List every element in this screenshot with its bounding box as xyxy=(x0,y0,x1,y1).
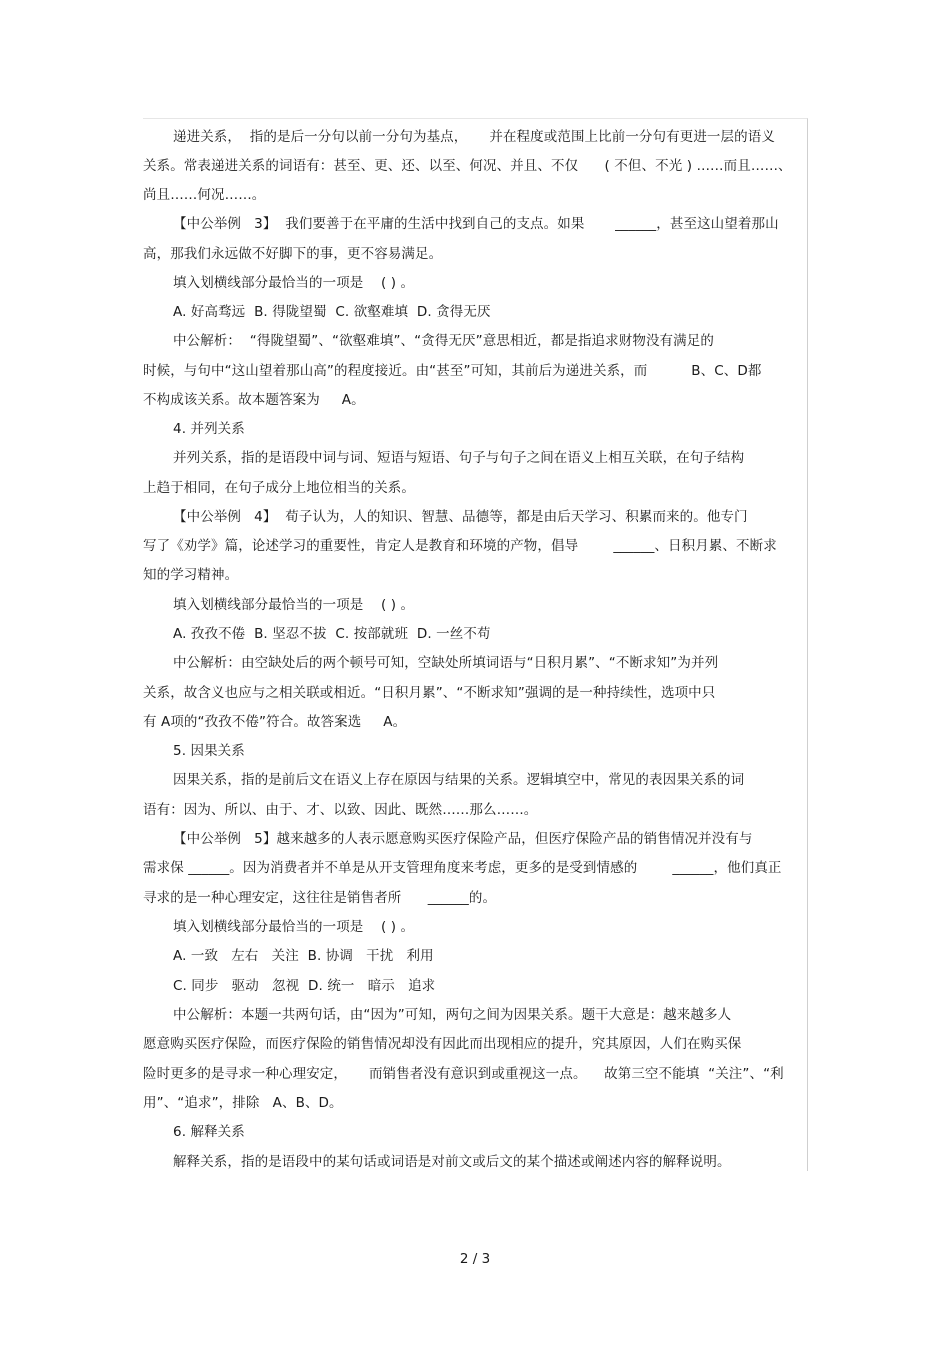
para-progressive-line-2: 关系。常表递进关系的词语有：甚至、更、还、以至、何况、并且、不仅 ( 不但、不光 ) ……而且……、 xyxy=(143,158,792,174)
para-progressive-line-3: 尚且……何况……。 xyxy=(143,187,266,203)
page-number: 2 / 3 xyxy=(459,1251,491,1267)
example-4-line-1: 【中公举例 4】 荀子认为，人的知识、智慧、品德等，都是由后天学习、积累而来的。他专门 xyxy=(173,509,748,525)
example-5-analysis-line-2: 愿意购买医疗保险，而医疗保险的销售情况却没有因此而出现相应的提升，究其原因，人们在购买保 xyxy=(143,1036,742,1052)
para-causal-line-2: 语有：因为、所以、由于、才、以致、因此、既然……那么……。 xyxy=(143,802,538,818)
example-5-analysis-line-1: 中公解析：本题一共两句话，由“因为”可知，两句之间为因果关系。题干大意是：越来越多人 xyxy=(173,1007,732,1023)
example-5-analysis-line-3: 险时更多的是寻求一种心理安定， 而销售者没有意识到或重视这一点。 故第三空不能填 “关注”、“利 xyxy=(143,1066,784,1082)
example-3-analysis-line-3: 不构成该关系。故本题答案为 A。 xyxy=(143,392,365,408)
example-5-line-3: 寻求的是一种心理安定，这往往是销售者所 ______的。 xyxy=(143,890,497,906)
example-4-options: A. 孜孜不倦 B. 坚忍不拔 C. 按部就班 D. 一丝不苟 xyxy=(173,626,491,642)
example-4-line-3: 知的学习精神。 xyxy=(143,567,239,583)
example-3-analysis-line-2: 时候，与句中“这山望着那山高”的程度接近。由“甚至”可知，其前后为递进关系，而 B、C、D都 xyxy=(143,363,762,379)
example-5-line-1: 【中公举例 5】越来越多的人表示愿意购买医疗保险产品，但医疗保险产品的销售情况并没有与 xyxy=(173,831,753,847)
example-4-analysis-line-3: 有 A项的“孜孜不倦”符合。故答案选 A。 xyxy=(143,714,407,730)
example-5-options-ab: A. 一致 左右 关注 B. 协调 干扰 利用 xyxy=(173,948,434,964)
para-explanatory-line-1: 解释关系，指的是语段中的某句话或词语是对前文或后文的某个描述或阐述内容的解释说明。 xyxy=(173,1154,731,1170)
section-6-heading: 6. 解释关系 xyxy=(173,1124,245,1140)
section-4-heading: 4. 并列关系 xyxy=(173,421,245,437)
para-progressive-line-1: 递进关系， 指的是后一分句以前一分句为基点， 并在程度或范围上比前一分句有更进一层的语义 xyxy=(173,129,775,145)
para-parallel-line-2: 上趋于相同，在句子成分上地位相当的关系。 xyxy=(143,480,415,496)
example-5-options-cd: C. 同步 驱动 忽视 D. 统一 暗示 追求 xyxy=(173,978,436,994)
example-5-line-2: 需求保 ______。因为消费者并不单是从开支管理角度来考虑，更多的是受到情感的 ______，他们真正 xyxy=(143,860,782,876)
para-causal-line-1: 因果关系，指的是前后文在语义上存在原因与结果的关系。逻辑填空中，常见的表因果关系的词 xyxy=(173,772,745,788)
section-5-heading: 5. 因果关系 xyxy=(173,743,245,759)
example-4-analysis-line-2: 关系，故含义也应与之相关联或相近。“日积月累”、“不断求知”强调的是一种持续性，选项中只 xyxy=(143,685,716,701)
example-5-analysis-line-4: 用”、“追求”，排除 A、B、D。 xyxy=(143,1095,343,1111)
example-5-question: 填入划横线部分最恰当的一项是 ( ) 。 xyxy=(173,919,415,935)
example-4-line-2: 写了《劝学》篇，论述学习的重要性，肯定人是教育和环境的产物，倡导 ______、日积月累、不断求 xyxy=(143,538,777,554)
example-3-analysis-line-1: 中公解析： “得陇望蜀”、“欲壑难填”、“贪得无厌”意思相近，都是指追求财物没有满足的 xyxy=(173,333,714,349)
example-3-question: 填入划横线部分最恰当的一项是 ( ) 。 xyxy=(173,275,415,291)
para-parallel-line-1: 并列关系，指的是语段中词与词、短语与短语、句子与句子之间在语义上相互关联，在句子结构 xyxy=(173,450,745,466)
example-4-analysis-line-1: 中公解析：由空缺处后的两个顿号可知，空缺处所填词语与“日积月累”、“不断求知”为并列 xyxy=(173,655,719,671)
example-3-options: A. 好高骛远 B. 得陇望蜀 C. 欲壑难填 D. 贪得无厌 xyxy=(173,304,491,320)
example-3-line-2: 高，那我们永远做不好脚下的事，更不容易满足。 xyxy=(143,246,443,262)
example-4-question: 填入划横线部分最恰当的一项是 ( ) 。 xyxy=(173,597,415,613)
example-3-line-1: 【中公举例 3】 我们要善于在平庸的生活中找到自己的支点。如果 ______，甚至这山望着那山 xyxy=(173,216,779,232)
